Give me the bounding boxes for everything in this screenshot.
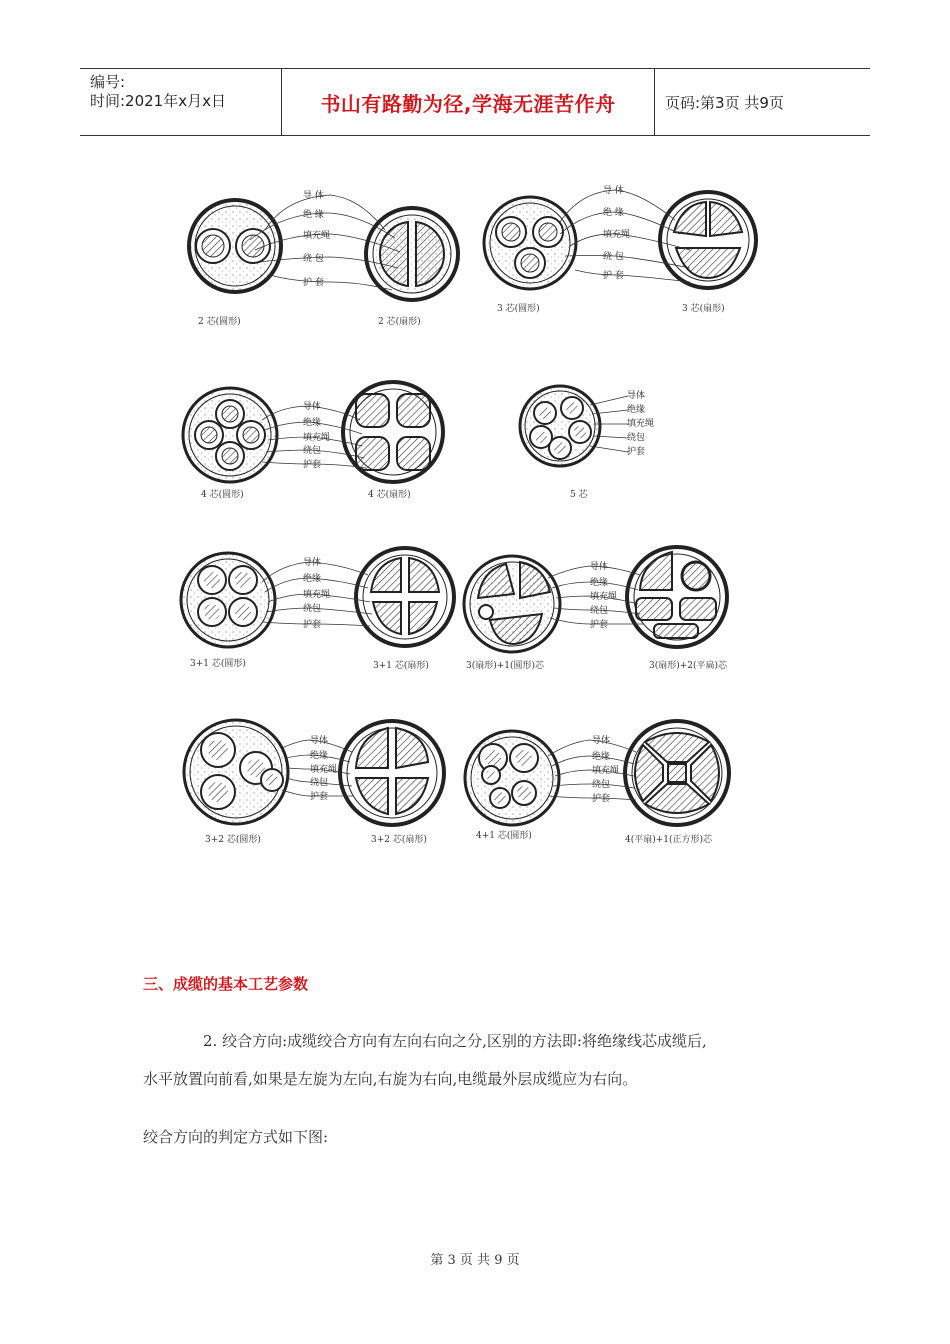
svg-text:填充绳: 填充绳	[590, 592, 618, 602]
svg-text:导体: 导体	[627, 391, 646, 401]
caption: 3+1 芯(扇形)	[373, 661, 429, 671]
svg-text:护套: 护套	[310, 792, 329, 802]
svg-text:导 体: 导 体	[603, 186, 624, 196]
caption: 2 芯(扇形)	[378, 317, 421, 327]
svg-text:绝 缘: 绝 缘	[603, 208, 624, 218]
cable-3sector-plus2-flat	[627, 547, 727, 647]
svg-text:导 体: 导 体	[303, 191, 324, 201]
number-label: 编号:	[90, 73, 126, 91]
svg-text:填充绳: 填充绳	[627, 419, 655, 429]
svg-text:填充绳: 填充绳	[303, 433, 331, 443]
svg-text:绕包: 绕包	[310, 778, 329, 788]
svg-text:绝缘: 绝缘	[592, 752, 611, 762]
svg-text:护 套: 护 套	[603, 271, 624, 281]
svg-text:绝缘: 绝缘	[627, 405, 646, 415]
cable-5core	[520, 386, 600, 466]
cable-4sector-plus1-square	[625, 721, 729, 825]
caption: 4 芯(扇形)	[368, 490, 411, 500]
svg-text:绕包: 绕包	[592, 780, 611, 790]
cable-3plus2-round	[184, 720, 288, 824]
page-footer: 第 3 页 共 9 页	[430, 1253, 520, 1268]
paragraph-line: 2. 绞合方向:成缆绞合方向有左向右向之分,区别的方法即:将绝缘线芯成缆后,	[203, 1032, 707, 1050]
cable-3core-sector	[660, 192, 756, 288]
caption: 3 芯(圆形)	[497, 304, 540, 314]
svg-text:绝缘: 绝缘	[303, 418, 322, 428]
svg-text:绕包: 绕包	[627, 433, 646, 443]
svg-text:填充绳: 填充绳	[310, 765, 338, 775]
caption: 3+2 芯(扇形)	[371, 835, 427, 845]
header-page-code: 页码:第3页 共9页	[665, 93, 784, 112]
paragraph-line: 水平放置向前看,如果是左旋为左向,右旋为右向,电缆最外层成缆应为右向。	[143, 1070, 638, 1088]
svg-text:绝 缘: 绝 缘	[303, 210, 324, 220]
svg-text:绕 包: 绕 包	[303, 254, 324, 264]
svg-text:绕包: 绕包	[303, 604, 322, 614]
caption: 5 芯	[570, 490, 588, 500]
cable-3plus2-sector	[340, 721, 444, 825]
caption: 4+1 芯(圆形)	[476, 831, 532, 841]
svg-text:导体: 导体	[303, 558, 322, 568]
svg-text:填充绳: 填充绳	[603, 230, 631, 240]
svg-text:绝缘: 绝缘	[303, 574, 322, 584]
svg-text:填充绳: 填充绳	[303, 231, 331, 241]
svg-text:填充绳: 填充绳	[592, 766, 620, 776]
caption: 3+2 芯(圆形)	[205, 835, 261, 845]
cable-3sector-plus1-round	[464, 556, 560, 652]
layer-labels	[303, 184, 654, 804]
svg-text:护套: 护套	[592, 794, 611, 804]
cable-3core-round	[484, 197, 576, 289]
caption: 4(平扇)+1(正方形)芯	[625, 835, 713, 845]
cable-2core-sector	[366, 208, 458, 300]
svg-text:护套: 护套	[303, 620, 322, 630]
caption: 3(扇形)+2(平扁)芯	[649, 661, 728, 671]
paragraph-line: 绞合方向的判定方式如下图:	[143, 1128, 329, 1146]
svg-text:护套: 护套	[303, 460, 322, 470]
cable-4plus1-round	[465, 731, 559, 825]
svg-text:填充绳: 填充绳	[303, 590, 331, 600]
svg-text:绝缘: 绝缘	[310, 751, 329, 761]
cable-2core-round	[189, 200, 281, 292]
svg-text:导体: 导体	[303, 402, 322, 412]
svg-text:护套: 护套	[627, 447, 646, 457]
svg-text:护套: 护套	[590, 620, 609, 630]
svg-text:绕包: 绕包	[590, 606, 609, 616]
svg-text:绕包: 绕包	[303, 446, 322, 456]
svg-text:导体: 导体	[590, 562, 609, 572]
caption: 4 芯(圆形)	[201, 490, 244, 500]
svg-text:导体: 导体	[592, 736, 611, 746]
section-title: 三、成缆的基本工艺参数	[143, 975, 309, 993]
caption: 2 芯(圆形)	[198, 317, 241, 327]
time-label: 时间:2021年x月x日	[90, 92, 226, 110]
caption: 3 芯(扇形)	[682, 304, 725, 314]
cable-3plus1-round	[181, 553, 275, 647]
svg-text:导体: 导体	[310, 736, 329, 746]
svg-text:护 套: 护 套	[303, 278, 324, 288]
header-motto: 书山有路勤为径,学海无涯苦作舟	[281, 69, 655, 135]
caption: 3(扇形)+1(圆形)芯	[466, 661, 545, 671]
caption: 3+1 芯(圆形)	[190, 659, 246, 669]
cable-4core-round	[183, 388, 277, 482]
cable-3plus1-sector	[356, 548, 454, 646]
svg-text:绝缘: 绝缘	[590, 578, 609, 588]
svg-text:绕 包: 绕 包	[603, 252, 624, 262]
